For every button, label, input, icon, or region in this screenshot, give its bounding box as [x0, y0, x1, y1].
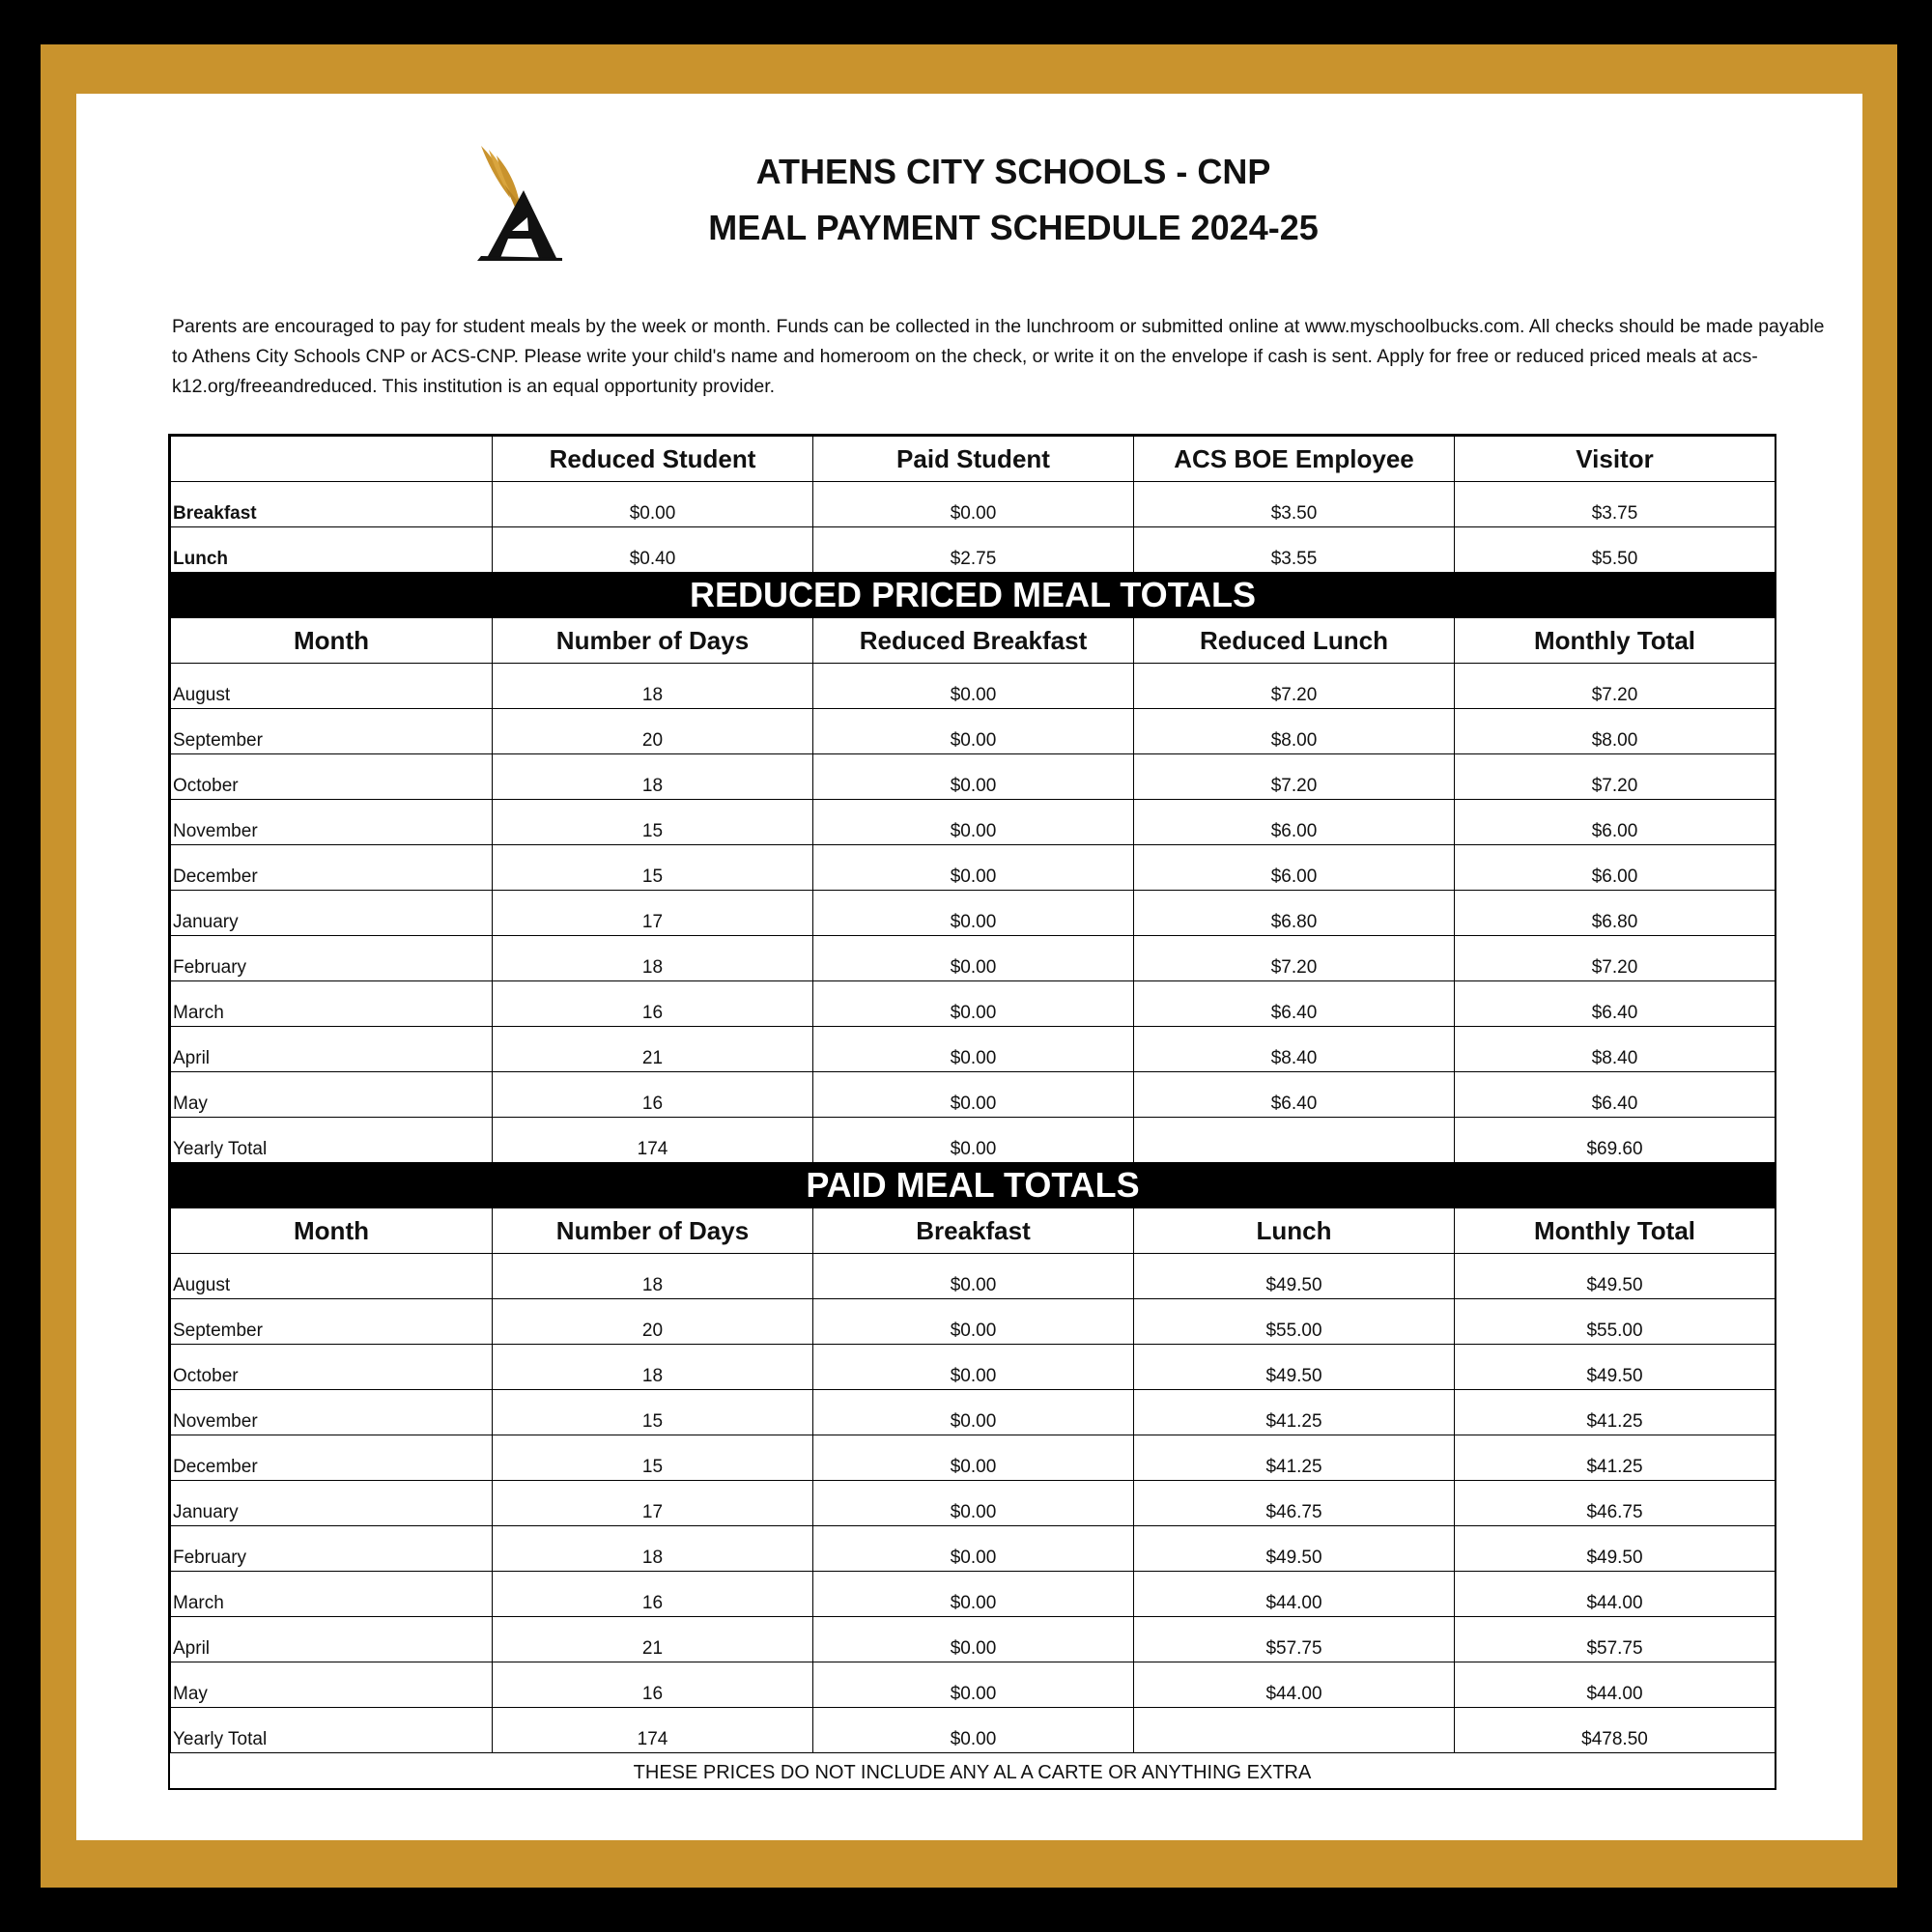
table-cell: $46.75	[1134, 1481, 1455, 1526]
table-cell: $6.40	[1134, 1072, 1455, 1118]
table-row	[171, 1118, 1776, 1163]
table-cell: $41.25	[1455, 1435, 1776, 1481]
table-cell: $0.00	[813, 1345, 1134, 1390]
table-cell: $3.55	[1134, 527, 1455, 573]
table-cell: $0.00	[813, 1299, 1134, 1345]
table-cell: $0.00	[813, 845, 1134, 891]
table-cell: $49.50	[1455, 1254, 1776, 1299]
column-header: Number of Days	[493, 618, 813, 664]
table-cell: $0.00	[813, 1072, 1134, 1118]
row-label: Yearly Total	[171, 1708, 493, 1753]
row-label: October	[171, 754, 493, 800]
row-label: March	[171, 981, 493, 1027]
table-cell: 18	[493, 664, 813, 709]
athens-a-logo-icon	[468, 142, 569, 263]
table-cell: 15	[493, 1390, 813, 1435]
table-cell: 20	[493, 709, 813, 754]
table-cell: $6.00	[1455, 800, 1776, 845]
table-cell: $8.40	[1455, 1027, 1776, 1072]
table-row	[171, 1027, 1776, 1072]
table-row	[171, 891, 1776, 936]
row-label: November	[171, 1390, 493, 1435]
table-cell: $8.00	[1134, 709, 1455, 754]
row-label: October	[171, 1345, 493, 1390]
table-cell: $0.00	[813, 1481, 1134, 1526]
row-label: January	[171, 891, 493, 936]
table-row	[171, 1526, 1776, 1572]
table-cell: $0.00	[813, 1390, 1134, 1435]
table-cell: $3.50	[1134, 482, 1455, 527]
meal-schedule-sheet	[168, 434, 1776, 1790]
table-cell: 18	[493, 754, 813, 800]
table-cell	[1134, 1118, 1455, 1163]
table-row	[171, 1572, 1776, 1617]
table-cell: 15	[493, 845, 813, 891]
table-cell: $44.00	[1455, 1572, 1776, 1617]
table-cell: 15	[493, 1435, 813, 1481]
table-cell: $0.40	[493, 527, 813, 573]
table-cell: 18	[493, 1345, 813, 1390]
table-cell: $49.50	[1134, 1526, 1455, 1572]
table-cell: $0.00	[813, 664, 1134, 709]
reduced-band-row	[171, 573, 1776, 618]
table-cell	[1134, 1708, 1455, 1753]
table-cell: $0.00	[813, 800, 1134, 845]
table-cell: 20	[493, 1299, 813, 1345]
row-label: March	[171, 1572, 493, 1617]
table-cell: $0.00	[813, 1027, 1134, 1072]
row-label: Lunch	[171, 527, 493, 573]
table-row	[171, 1390, 1776, 1435]
table-cell: $55.00	[1455, 1299, 1776, 1345]
column-header: ACS BOE Employee	[1134, 437, 1455, 482]
intro-paragraph: Parents are encouraged to pay for student meals by the week or month. Funds can be collected in the lunchroom or submitted online at www.myschoolbucks.com. All checks should be made payable to Athens City Schools CNP or ACS-CNP. Please write your child's name and homeroom on the check, or write it on the envelope if cash is sent. Apply for free or reduced priced meals at acs-k12.org/freeandreduced. This institution is an equal opportunity provider.	[172, 316, 1825, 397]
table-row	[171, 936, 1776, 981]
row-label: Breakfast	[171, 482, 493, 527]
table-cell: $6.40	[1134, 981, 1455, 1027]
table-cell: $6.00	[1134, 845, 1455, 891]
table-cell: $0.00	[813, 1526, 1134, 1572]
table-row	[171, 1299, 1776, 1345]
table-cell: 18	[493, 936, 813, 981]
table-cell: $6.00	[1455, 845, 1776, 891]
column-header: Reduced Lunch	[1134, 618, 1455, 664]
table-cell: 174	[493, 1708, 813, 1753]
table-cell: 17	[493, 1481, 813, 1526]
table-cell: $7.20	[1455, 936, 1776, 981]
table-cell: $69.60	[1455, 1118, 1776, 1163]
table-cell: $0.00	[813, 1435, 1134, 1481]
table-row	[171, 1617, 1776, 1662]
table-cell: $41.25	[1455, 1390, 1776, 1435]
table-row	[171, 664, 1776, 709]
table-cell: 18	[493, 1526, 813, 1572]
table-cell: $0.00	[813, 482, 1134, 527]
row-label: February	[171, 936, 493, 981]
table-row	[171, 845, 1776, 891]
table-cell: $49.50	[1134, 1345, 1455, 1390]
column-header: Reduced Breakfast	[813, 618, 1134, 664]
table-cell: $57.75	[1134, 1617, 1455, 1662]
footnote: THESE PRICES DO NOT INCLUDE ANY AL A CARTE OR ANYTHING EXTRA	[633, 1762, 1312, 1783]
column-header: Month	[171, 618, 493, 664]
table-row	[171, 1662, 1776, 1708]
table-cell: $6.40	[1455, 1072, 1776, 1118]
row-label: December	[171, 845, 493, 891]
table-cell: $0.00	[813, 936, 1134, 981]
table-cell: $6.40	[1455, 981, 1776, 1027]
table-cell: $49.50	[1455, 1526, 1776, 1572]
column-header: Monthly Total	[1455, 618, 1776, 664]
price-header-row	[171, 437, 1776, 482]
row-label: August	[171, 664, 493, 709]
row-label: April	[171, 1617, 493, 1662]
column-header: Reduced Student	[493, 437, 813, 482]
row-label: January	[171, 1481, 493, 1526]
column-header: Number of Days	[493, 1208, 813, 1254]
table-cell: $6.80	[1455, 891, 1776, 936]
table-cell: 174	[493, 1118, 813, 1163]
table-cell: $8.40	[1134, 1027, 1455, 1072]
row-label: December	[171, 1435, 493, 1481]
paid-band-row	[171, 1163, 1776, 1208]
row-label: February	[171, 1526, 493, 1572]
row-label: September	[171, 1299, 493, 1345]
table-row	[171, 709, 1776, 754]
table-cell: 16	[493, 981, 813, 1027]
table-cell: $0.00	[813, 1662, 1134, 1708]
table-cell: $44.00	[1134, 1662, 1455, 1708]
document-page	[76, 94, 1862, 1840]
table-cell: $0.00	[813, 1708, 1134, 1753]
table-cell: $0.00	[813, 981, 1134, 1027]
table-row	[171, 800, 1776, 845]
table-cell: $55.00	[1134, 1299, 1455, 1345]
section-band-title: PAID MEAL TOTALS	[171, 1163, 1776, 1208]
reduced-header-row	[171, 618, 1776, 664]
table-cell: $0.00	[813, 1118, 1134, 1163]
document-title: ATHENS CITY SCHOOLS - CNP	[755, 152, 1271, 191]
table-cell: $2.75	[813, 527, 1134, 573]
table-cell: 21	[493, 1027, 813, 1072]
table-cell: $49.50	[1134, 1254, 1455, 1299]
table-cell: 18	[493, 1254, 813, 1299]
table-cell: $57.75	[1455, 1617, 1776, 1662]
table-cell: $0.00	[813, 754, 1134, 800]
table-row	[171, 754, 1776, 800]
table-cell: $0.00	[813, 1617, 1134, 1662]
table-cell: $44.00	[1134, 1572, 1455, 1617]
table-cell: $7.20	[1134, 664, 1455, 709]
table-row	[171, 1072, 1776, 1118]
row-label: May	[171, 1662, 493, 1708]
column-header: Breakfast	[813, 1208, 1134, 1254]
column-header: Visitor	[1455, 437, 1776, 482]
table-cell: $478.50	[1455, 1708, 1776, 1753]
column-header: Month	[171, 1208, 493, 1254]
table-row	[171, 1254, 1776, 1299]
table-cell: 16	[493, 1572, 813, 1617]
row-label: Yearly Total	[171, 1118, 493, 1163]
table-row	[171, 1708, 1776, 1753]
table-cell: $3.75	[1455, 482, 1776, 527]
table-cell: $8.00	[1455, 709, 1776, 754]
table-cell: 21	[493, 1617, 813, 1662]
table-cell: $0.00	[813, 1572, 1134, 1617]
table-cell: 15	[493, 800, 813, 845]
table-cell: $0.00	[493, 482, 813, 527]
paid-header-row	[171, 1208, 1776, 1254]
meal-schedule-table	[170, 436, 1776, 1753]
table-cell: $7.20	[1134, 754, 1455, 800]
row-label: August	[171, 1254, 493, 1299]
table-cell: 16	[493, 1072, 813, 1118]
row-label: September	[171, 709, 493, 754]
table-cell: $41.25	[1134, 1435, 1455, 1481]
table-cell: $7.20	[1134, 936, 1455, 981]
table-cell: 16	[493, 1662, 813, 1708]
table-cell: $0.00	[813, 1254, 1134, 1299]
table-cell: $7.20	[1455, 754, 1776, 800]
column-header: Paid Student	[813, 437, 1134, 482]
column-header: Monthly Total	[1455, 1208, 1776, 1254]
table-cell: $41.25	[1134, 1390, 1455, 1435]
table-cell: $49.50	[1455, 1345, 1776, 1390]
column-header: Lunch	[1134, 1208, 1455, 1254]
table-cell: $6.00	[1134, 800, 1455, 845]
table-cell: $44.00	[1455, 1662, 1776, 1708]
table-row	[171, 981, 1776, 1027]
table-row	[171, 1435, 1776, 1481]
table-row	[171, 1345, 1776, 1390]
table-cell: $5.50	[1455, 527, 1776, 573]
table-row	[171, 482, 1776, 527]
table-cell: 17	[493, 891, 813, 936]
table-cell: $0.00	[813, 709, 1134, 754]
table-cell: $0.00	[813, 891, 1134, 936]
table-cell: $46.75	[1455, 1481, 1776, 1526]
document-subtitle: MEAL PAYMENT SCHEDULE 2024-25	[708, 208, 1319, 247]
row-label: April	[171, 1027, 493, 1072]
table-cell: $7.20	[1455, 664, 1776, 709]
row-label: May	[171, 1072, 493, 1118]
table-row	[171, 1481, 1776, 1526]
row-label: November	[171, 800, 493, 845]
table-cell: $6.80	[1134, 891, 1455, 936]
section-band-title: REDUCED PRICED MEAL TOTALS	[171, 573, 1776, 618]
table-row	[171, 527, 1776, 573]
column-header	[171, 437, 493, 482]
